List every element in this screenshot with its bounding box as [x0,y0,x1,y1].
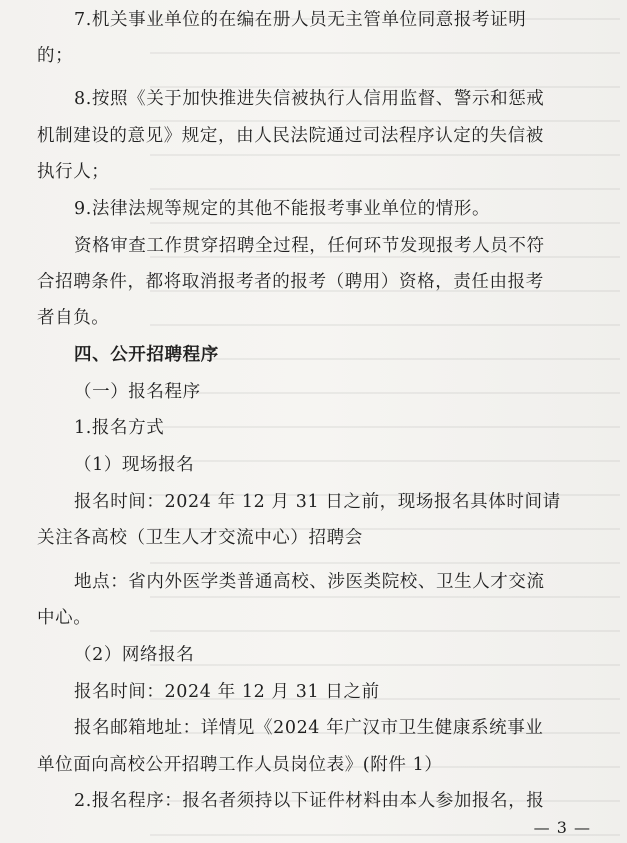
text-line: 8.按照《关于加快推进失信被执行人信用监督、警示和惩戒 [74,89,545,109]
text-line: 者自负。 [37,308,110,328]
text-line: 资格审查工作贯穿招聘全过程，任何环节发现报考人员不符 [74,236,545,256]
text-line: 单位面向高校公开招聘工作人员岗位表》(附件 1） [37,755,443,775]
subsection-heading: （一）报名程序 [74,382,201,402]
page-number: — 3 — [533,818,591,837]
text-line: 7.机关事业单位的在编在册人员无主管单位同意报考证明 [74,10,527,30]
text-line: 1.报名方式 [74,418,165,438]
text-line: 地点：省内外医学类普通高校、涉医类院校、卫生人才交流 [74,572,545,592]
text-line: 9.法律法规等规定的其他不能报考事业单位的情形。 [74,199,491,219]
text-line: 2.报名程序：报名者须持以下证件材料由本人参加报名，报 [74,791,545,811]
text-line: 报名邮箱地址：详情见《2024 年广汉市卫生健康系统事业 [74,718,544,738]
text-line: 报名时间：2024 年 12 月 31 日之前 [74,682,380,702]
text-line: 关注各高校（卫生人才交流中心）招聘会 [37,528,363,548]
text-line: 机制建设的意见》规定，由人民法院通过司法程序认定的失信被 [37,126,544,146]
text-line: （1）现场报名 [74,455,195,475]
text-line: 执行人； [37,162,110,182]
text-line: 的； [37,46,74,66]
text-line: 合招聘条件，都将取消报考者的报考（聘用）资格，责任由报考 [37,272,544,292]
section-heading: 四、公开招聘程序 [74,345,219,365]
text-line: 报名时间：2024 年 12 月 31 日之前，现场报名具体时间请 [74,492,561,512]
text-line: （2）网络报名 [74,645,195,665]
text-line: 中心。 [37,608,92,628]
